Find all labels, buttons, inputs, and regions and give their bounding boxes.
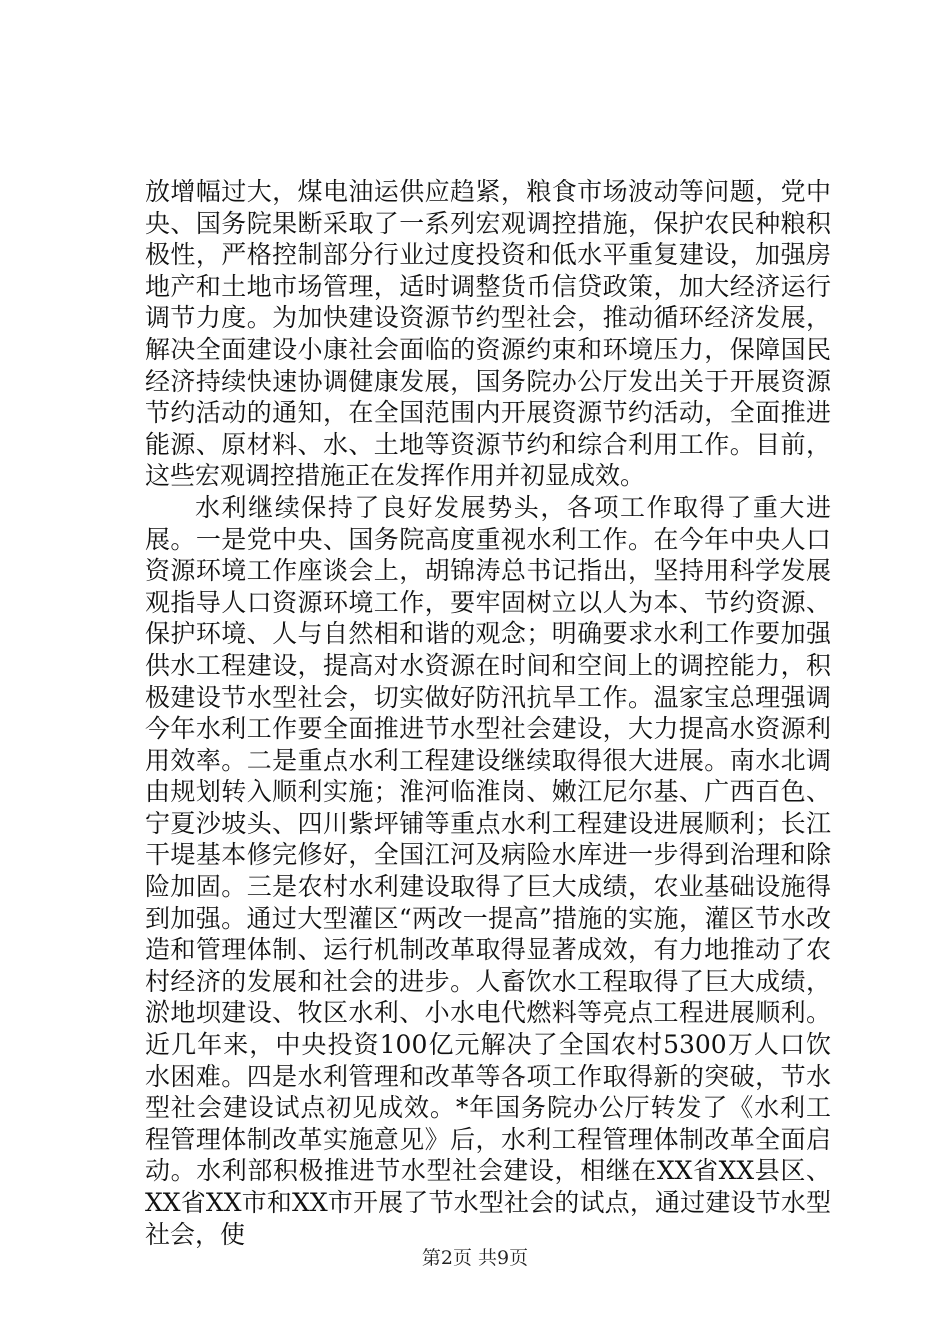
document-body: [145, 176, 831, 1250]
page-footer: 第2页 共9页: [421, 1247, 529, 1269]
paragraph-1: 放增幅过大，煤电油运供应趋紧，粮食市场波动等问题，党中央、国务院果断采取了一系列宏观调控措施，保护农民种粮积极性，严格控制部分行业过度投资和低水平重复建设，加强房地产和土地市场管理，适时调整货币信贷政策，加大经济运行调节力度。为加快建设资源节约型社会，推动循环经济发展，解决全面建设小康社会面临的资源约束和环境压力，保障国民经济持续快速协调健康发展，国务院办公厅发出关于开展资源节约活动的通知，在全国范围内开展资源节约活动，全面推进能源、原材料、水、土地等资源节约和综合利用工作。目前，这些宏观调控措施正在发挥作用并初显成效。: [145, 177, 831, 491]
paragraph-2: 水利继续保持了良好发展势头，各项工作取得了重大进展。一是党中央、国务院高度重视水利工作。在今年中央人口资源环境工作座谈会上，胡锦涛总书记指出，坚持用科学发展观指导人口资源环境工作，要牢固树立以人为本、节约资源、保护环境、人与自然相和谐的观念；明确要求水利工作要加强供水工程建设，提高对水资源在时间和空间上的调控能力，积极建设节水型社会，切实做好防汛抗旱工作。温家宝总理强调今年水利工作要全面推进节水型社会建设，大力提高水资源利用效率。二是重点水利工程建设继续取得很大进展。南水北调由规划转入顺利实施；淮河临淮岗、嫩江尼尔基、广西百色、宁夏沙坡头、四川紫坪铺等重点水利工程建设进展顺利；长江干堤基本修完修好，全国江河及病险水库进一步得到治理和除险加固。三是农村水利建设取得了巨大成绩，农业基础设施得到加强。通过大型灌区“两改一提高”措施的实施，灌区节水改造和管理体制、运行机制改革取得显著成效，有力地推动了农村经济的发展和社会的进步。人畜饮水工程取得了巨大成绩，淤地坝建设、牧区水利、小水电代燃料等亮点工程进展顺利。近几年来，中央投资100亿元解决了全国农村5300万人口饮水困难。四是水利管理和改革等各项工作取得新的突破，节水型社会建设试点初见成效。*年国务院办公厅转发了《水利工程管理体制改革实施意见》后，水利工程管理体制改革全面启动。水利部积极推进节水型社会建设，相继在XX省XX县区、XX省XX市和XX市开展了节水型社会的试点，通过建设节水型社会，使: [145, 492, 831, 1249]
